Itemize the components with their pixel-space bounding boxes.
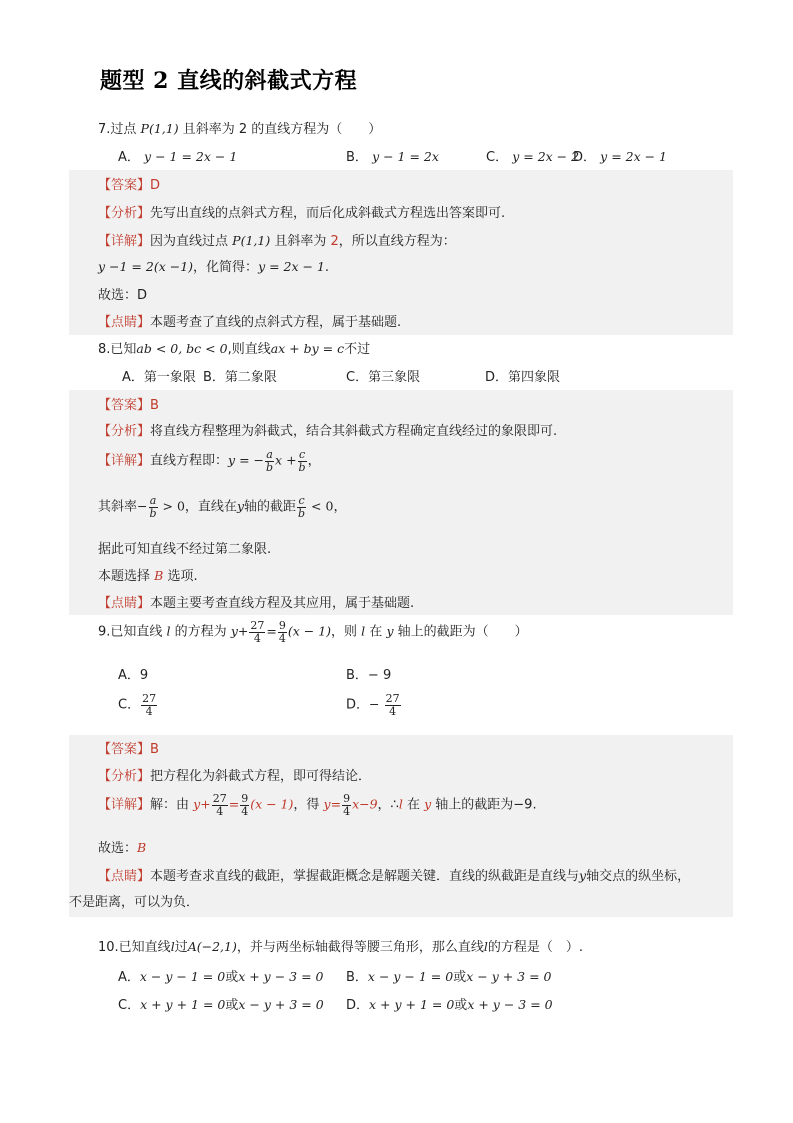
- q8-conclusion: 据此可知直线不经过第二象限.: [98, 542, 272, 557]
- fraction: $\frac{9}{4}$: [278, 619, 286, 645]
- fraction: $\frac{a}{b}$: [149, 494, 157, 520]
- q8-option-b: B．第二象限: [203, 370, 277, 385]
- fraction: $\frac{27}{4}$: [385, 692, 400, 718]
- q7-comment: 【点睛】本题考查了直线的点斜式方程，属于基础题.: [98, 315, 402, 330]
- q9-option-c: C． $\frac{27}{4}$: [118, 692, 157, 718]
- fraction: $\frac{c}{b}$: [298, 494, 306, 520]
- q7-option-d: D． y = 2x − 1: [573, 149, 668, 165]
- q7-detail-equation: y −1 = 2(x −1)，化简得：y = 2x − 1.: [98, 259, 330, 275]
- q7-detail: 【详解】因为直线过点 P(1,1) 且斜率为 2，所以直线方程为：: [98, 233, 456, 249]
- q10-option-c: C．x + y + 1 = 0或x − y + 3 = 0: [118, 997, 324, 1013]
- q7-option-c: C． y = 2x − 2: [486, 149, 580, 165]
- question-7: 7.过点 P(1,1) 且斜率为 2 的直线方程为（ ）: [98, 121, 382, 137]
- q7-answer: 【答案】D: [98, 178, 161, 193]
- q9-option-d: D．− $\frac{27}{4}$: [346, 692, 400, 718]
- q10-option-b: B．x − y − 1 = 0或x − y + 3 = 0: [346, 969, 552, 985]
- q7-choose: 故选：D: [98, 288, 148, 303]
- question-10: 10.已知直线l过A(−2,1)，并与两坐标轴截得等腰三角形，那么直线l的方程是（ ）.: [98, 939, 583, 955]
- q9-option-b: B．− 9: [346, 668, 392, 683]
- q8-option-d: D．第四象限: [485, 370, 561, 385]
- q7-option-a: A． y − 1 = 2x − 1: [118, 149, 238, 165]
- q9-detail: 【详解】解：由 y+ $\frac{27}{4}$ = $\frac{9}{4}$ (x − 1)，得 y= $\frac{9}{4}$ x−9，∴l 在 y 轴上的截距为−9.: [98, 792, 537, 818]
- q9-choose: 故选：B: [98, 840, 147, 856]
- q8-slope-line: 其斜率− $\frac{a}{b}$ > 0，直线在y轴的截距 $\frac{c}{b}$ < 0，: [98, 494, 347, 520]
- q8-answer: 【答案】B: [98, 398, 159, 413]
- q8-option-c: C．第三象限: [346, 370, 421, 385]
- q8-detail: 【详解】直线方程即：y = − $\frac{a}{b}$ x + $\frac{c}{b}$ ，: [98, 448, 321, 474]
- fraction: $\frac{27}{4}$: [142, 692, 157, 718]
- fraction: $\frac{a}{b}$: [266, 448, 274, 474]
- fraction: $\frac{27}{4}$: [250, 619, 265, 645]
- q9-solution-box: [69, 735, 733, 917]
- q8-option-a: A．第一象限: [122, 370, 196, 385]
- q9-comment-continued: 不是距离，可以为负．: [69, 895, 200, 910]
- section-title: 题型 2 直线的斜截式方程: [100, 68, 358, 94]
- question-8: 8.已知ab < 0, bc < 0,则直线ax + by = c不过: [98, 341, 371, 357]
- q8-comment: 【点睛】本题主要考查直线方程及其应用，属于基础题.: [98, 596, 415, 611]
- fraction: $\frac{27}{4}$: [212, 792, 227, 818]
- q8-analysis: 【分析】将直线方程整理为斜截式，结合其斜截式方程确定直线经过的象限即可.: [98, 424, 558, 439]
- q7-analysis: 【分析】先写出直线的点斜式方程，而后化成斜截式方程选出答案即可.: [98, 206, 506, 221]
- q7-option-b: B． y − 1 = 2x: [346, 149, 439, 165]
- fraction: $\frac{9}{4}$: [343, 792, 351, 818]
- question-9: 9.已知直线 l 的方程为 y+ $\frac{27}{4}$ = $\frac{9}{4}$ (x − 1)，则 l 在 y 轴上的截距为（ ）: [98, 619, 528, 645]
- q9-option-a: A．9: [118, 668, 149, 683]
- q10-option-d: D．x + y + 1 = 0或x + y − 3 = 0: [346, 997, 553, 1013]
- q10-option-a: A．x − y − 1 = 0或x + y − 3 = 0: [118, 969, 324, 985]
- fraction: $\frac{c}{b}$: [298, 448, 306, 474]
- fraction: $\frac{9}{4}$: [241, 792, 249, 818]
- q9-comment: 【点睛】本题考查求直线的截距，掌握截距概念是解题关键．直线的纵截距是直线与y轴交点的纵坐标，: [98, 868, 691, 884]
- q9-analysis: 【分析】把方程化为斜截式方程，即可得结论．: [98, 769, 372, 784]
- q8-choose: 本题选择 B 选项.: [98, 568, 198, 584]
- q9-answer: 【答案】B: [98, 742, 159, 757]
